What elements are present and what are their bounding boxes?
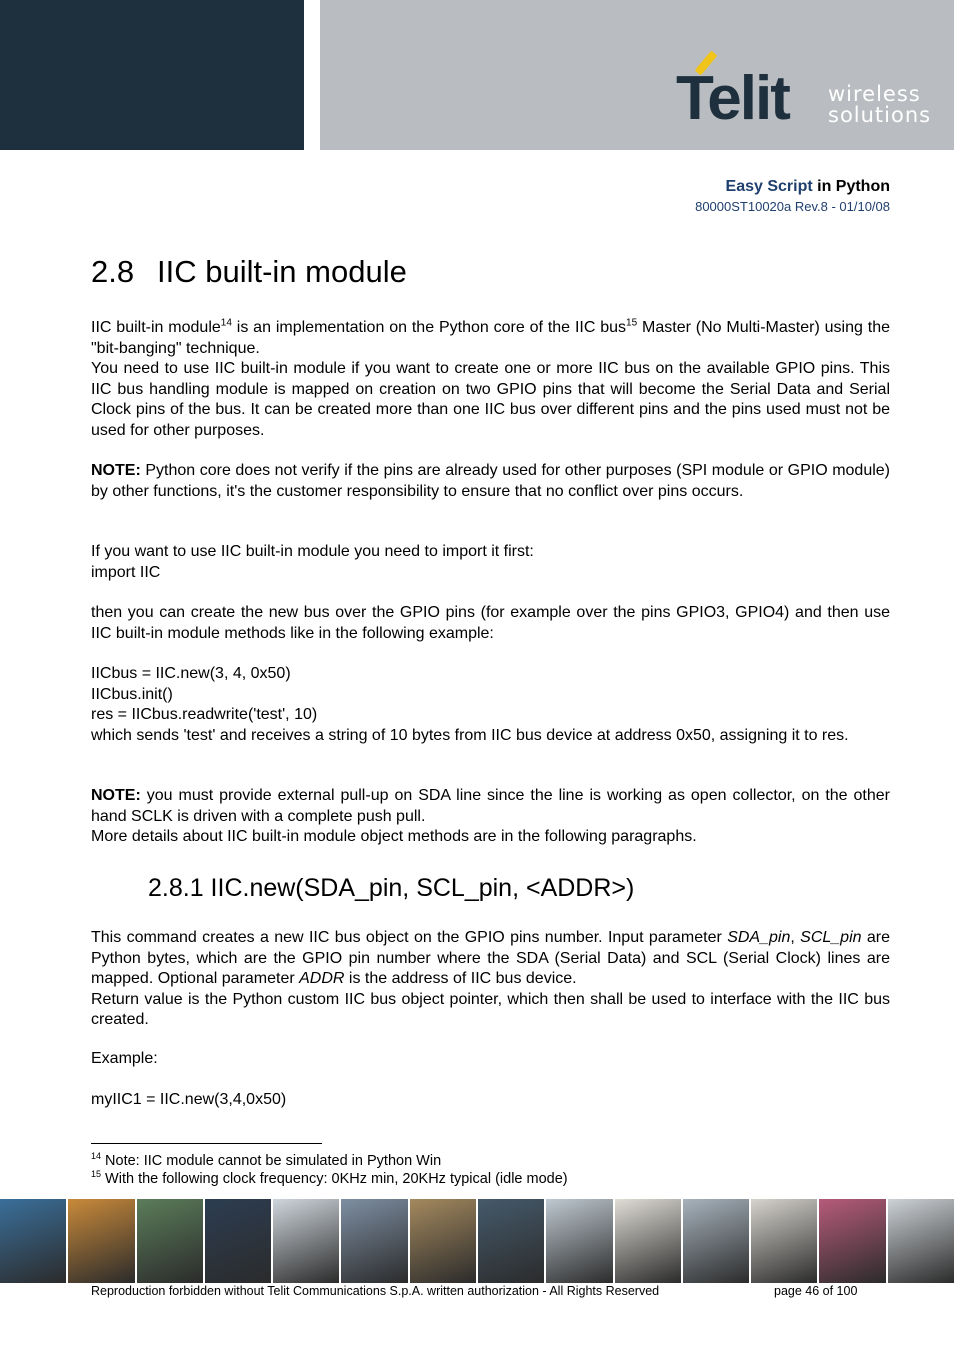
desc-text-d: is the address of IIC bus device. [344,970,577,987]
footnote-14-number: 14 [91,1151,102,1162]
logo-tagline [828,84,931,126]
intro-text-b: is an implementation on the Python core of the IIC bus [231,319,627,336]
footer-page-number: page 46 of 100 [774,1284,858,1298]
footnote-15-number: 15 [91,1169,102,1180]
footer-photo [410,1199,476,1283]
footer-photo [205,1199,271,1283]
footnote-14-text: Note: IIC module cannot be simulated in Python Win [101,1153,442,1169]
footnote-ref-15[interactable]: 15 [626,317,638,329]
note2-text: you must provide external pull-up on SDA line since the line is working as open collector, on the other hand SCLK is driven with a complete push pull. [91,787,890,825]
code-line-3: res = IICbus.readwrite('test', 10) [91,706,318,723]
section-heading [91,253,407,291]
footer-photo [615,1199,681,1283]
param-sda: SDA_pin [727,929,791,946]
usage-paragraph: You need to use IIC built-in module if you want to create one or more IIC bus on the available GPIO pins. This IIC bus handling module is mapped on creation on two GPIO pins that will become the Serial Data and Serial Clock pins of the bus. It can be created more than one IIC bus over different pins and the pins used must not be used for other purposes. [91,360,890,439]
footer-photo [546,1199,612,1283]
footnote-14 [91,1152,441,1170]
footnote-15 [91,1170,568,1188]
footer-photo [888,1199,954,1283]
footer-photo [751,1199,817,1283]
footnote-15-text: With the following clock frequency: 0KHz min, 20KHz typical (idle mode) [101,1171,568,1187]
import-instruction: If you want to use IIC built-in module you need to import it first: [91,543,534,560]
note2-label: NOTE: [91,787,141,804]
iic-new-description [91,928,890,1031]
intro-text-c: Master (No Multi-Master) using the "bit-banging" technique. [91,319,890,357]
example-label: Example: [91,1050,158,1067]
document-title [726,178,890,196]
code-line-2: IICbus.init() [91,685,173,703]
import-code: import IIC [91,563,161,581]
note-label: NOTE: [91,462,141,479]
telit-logo [676,48,936,138]
footer-photo [341,1199,407,1283]
footnote-ref-14[interactable]: 14 [220,317,232,329]
footer-photo [273,1199,339,1283]
note-pins [91,461,890,502]
footnote-separator [91,1143,322,1144]
document-revision: 80000ST10020a Rev.8 - 01/10/08 [695,199,890,214]
logo-tagline-line2: solutions [828,103,932,127]
param-addr: ADDR [299,970,345,987]
intro-text-a: IIC built-in module [91,319,221,336]
code-example-block [91,664,890,746]
intro-paragraph [91,318,890,441]
param-scl: SCL_pin [800,929,862,946]
footer-photo [683,1199,749,1283]
import-paragraph [91,542,890,583]
document-title-rest: in Python [812,178,890,195]
footer-copyright: Reproduction forbidden without Telit Communications S.p.A. written authorization - All Rights Reserved [91,1284,660,1298]
note-pullup [91,786,890,848]
footer-image-strip [0,1199,954,1283]
desc-text-b: , [790,929,801,946]
logo-wordmark: Telit [676,64,789,133]
footer-photo [0,1199,66,1283]
desc-text-c: are Python bytes, which are the GPIO pin number where the SDA (Serial Data) and SCL (Serial Clock) lines are mapped. Optional parameter [91,929,891,987]
subsection-heading: 2.8.1 IIC.new(SDA_pin, SCL_pin, <ADDR>) [148,874,635,902]
logo-tagline-line1: wireless [828,82,921,106]
note-text: Python core does not verify if the pins are already used for other purposes (SPI module or GPIO module) by other functions, it's the customer responsibility to ensure that no conflict over pins occurs. [91,462,890,500]
footer-photo [137,1199,203,1283]
create-bus-paragraph: then you can create the new bus over the GPIO pins (for example over the pins GPIO3, GPIO4) and then use IIC built-in module methods like in the following example: [91,604,890,642]
desc-text-a: This command creates a new IIC bus object on the GPIO pins number. Input parameter [91,929,728,946]
more-details-text: More details about IIC built-in module object methods are in the following paragraphs. [91,828,697,845]
code-explanation: which sends 'test' and receives a string of 10 bytes from IIC bus device at address 0x50, assigning it to res. [91,726,849,744]
footer-photo [68,1199,134,1283]
document-title-accent: Easy Script [725,178,813,195]
footer-photo [819,1199,885,1283]
header-dark-panel [0,0,304,150]
section-number: 2.8 [91,254,135,289]
example-code: myIIC1 = IIC.new(3,4,0x50) [91,1091,287,1108]
footer-photo [478,1199,544,1283]
return-value-text: Return value is the Python custom IIC bus object pointer, which then shall be used to interface with the IIC bus created. [91,990,890,1028]
section-title: IIC built-in module [157,254,407,289]
code-line-1: IICbus = IIC.new(3, 4, 0x50) [91,665,291,682]
